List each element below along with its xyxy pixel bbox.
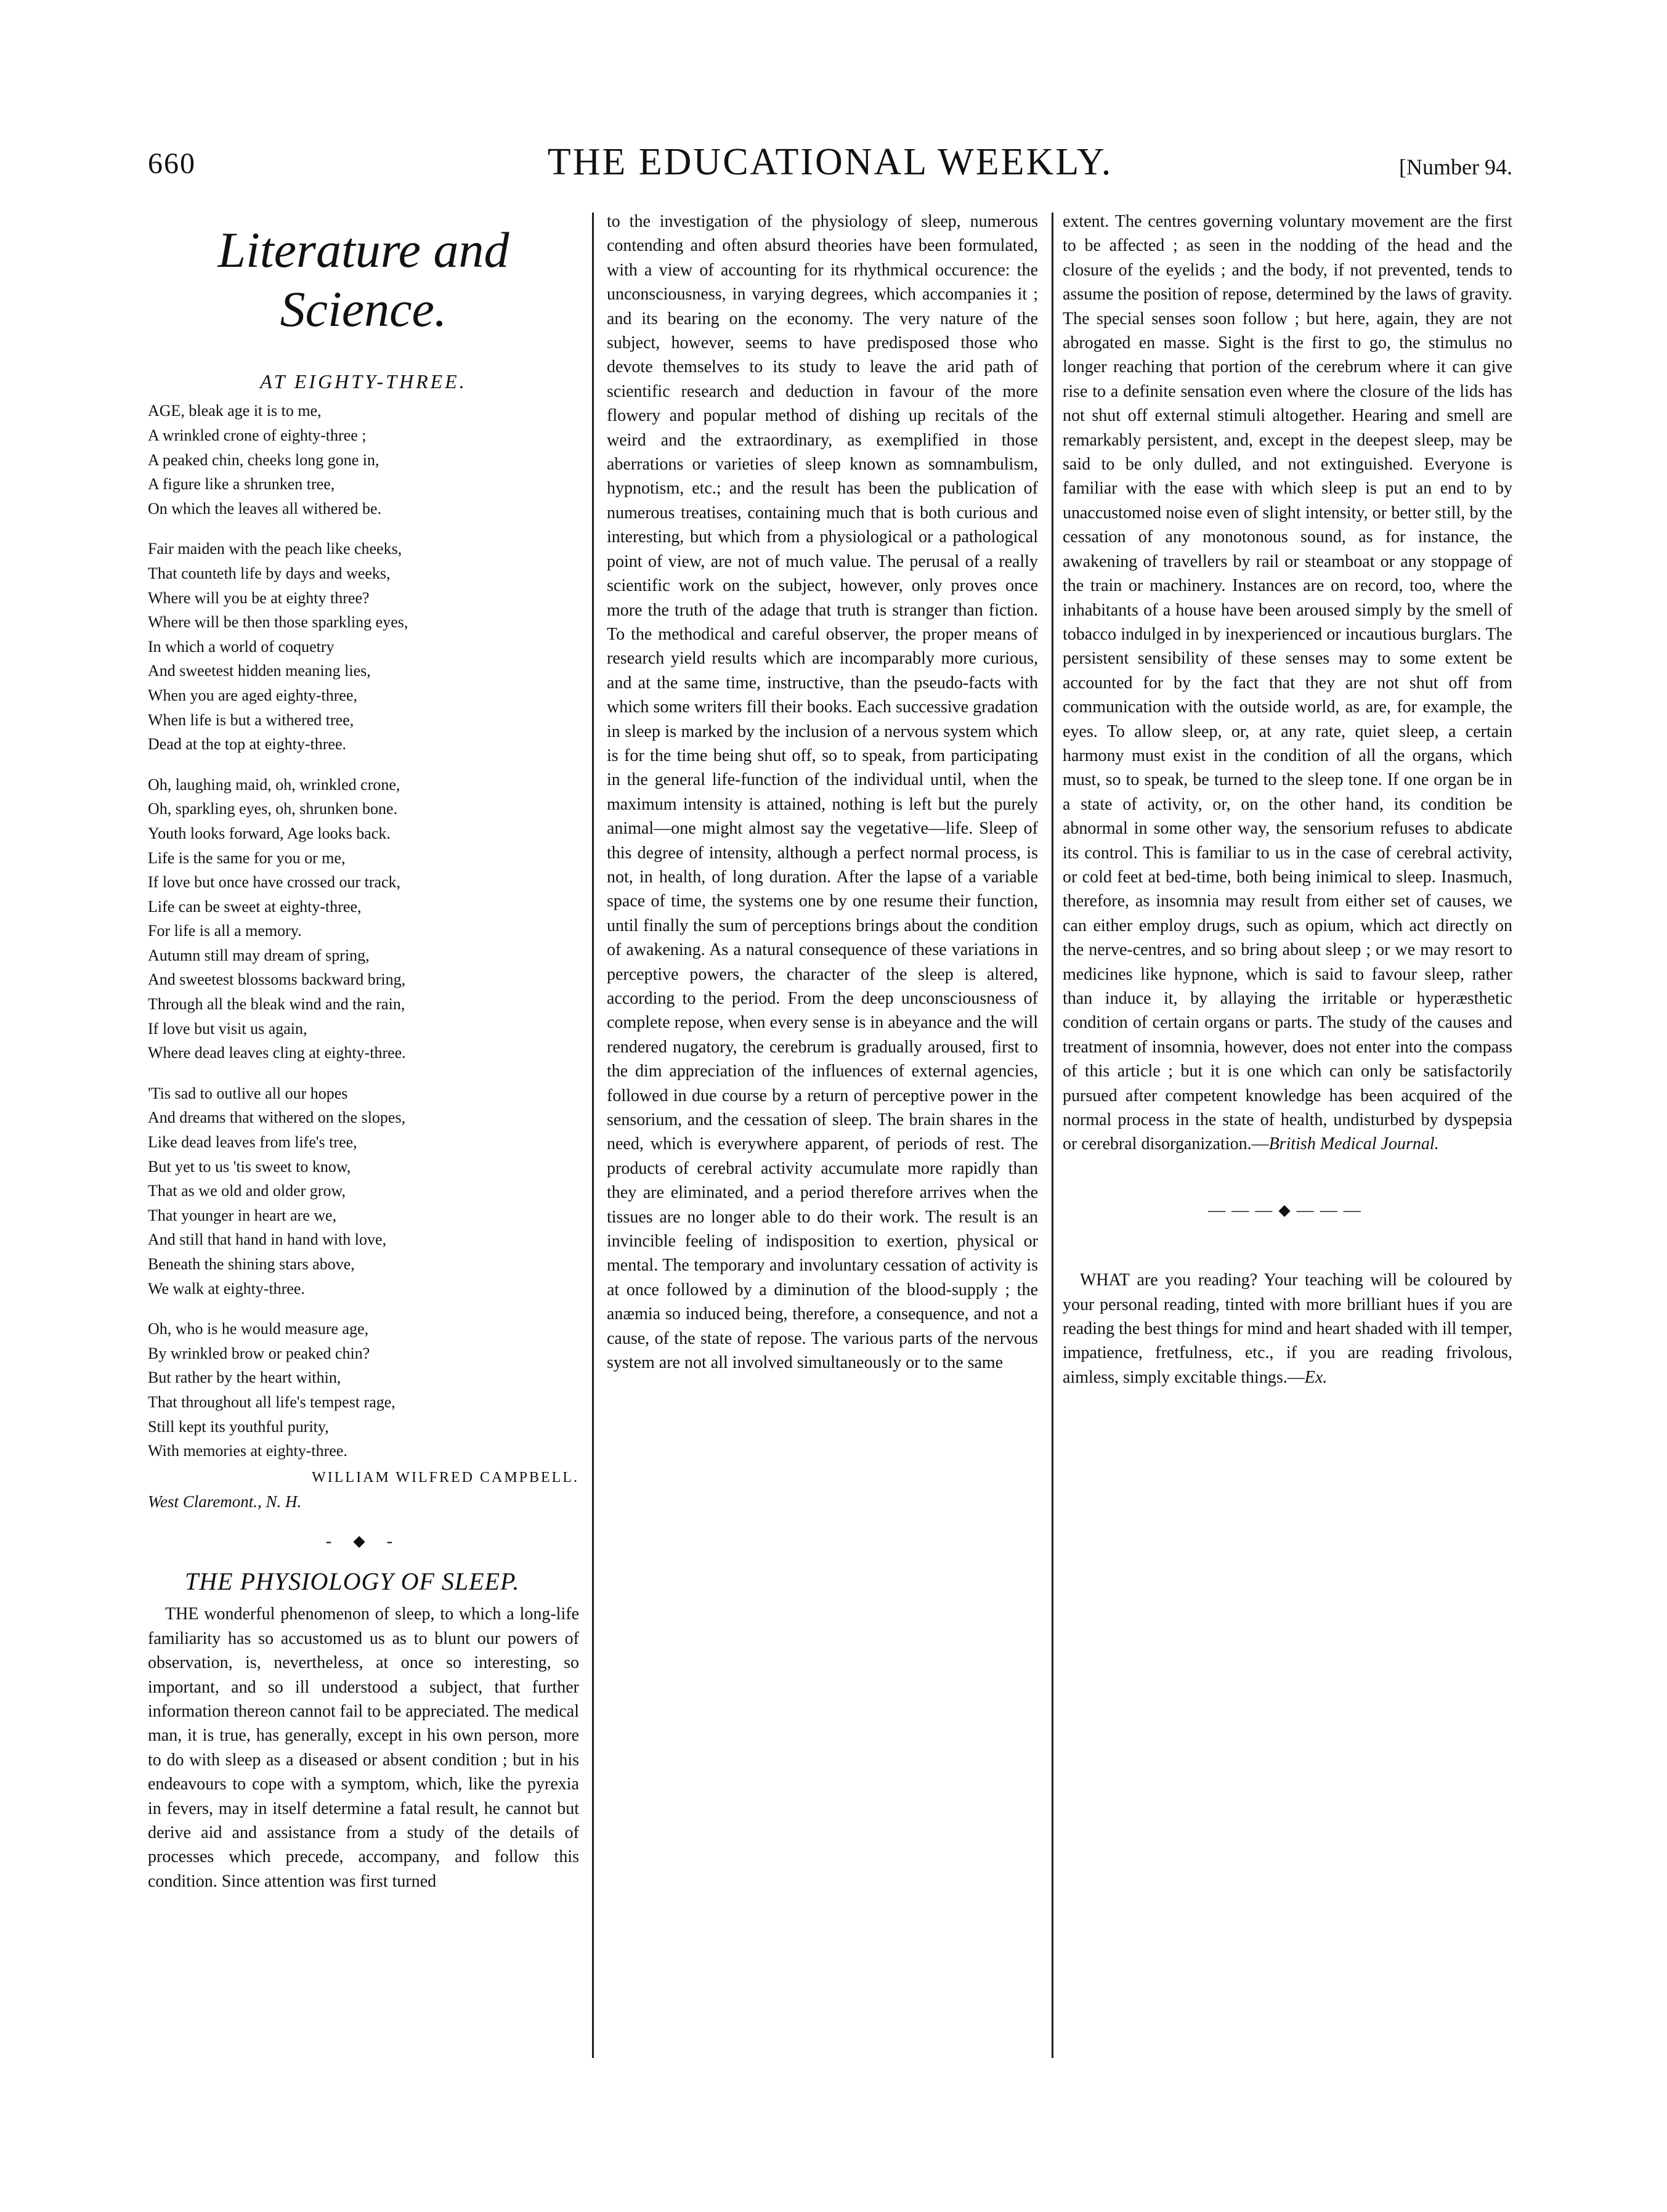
poem-line: And still that hand in hand with love, <box>148 1230 387 1249</box>
poem-line: And dreams that withered on the slopes, <box>148 1108 406 1127</box>
poem-place: West Claremont., N. H. <box>148 1492 302 1511</box>
poem-line: And sweetest blossoms backward bring, <box>148 970 406 989</box>
poem-title: AT EIGHTY-THREE. <box>260 370 467 392</box>
poem-signature: WILLIAM WILFRED CAMPBELL. <box>312 1469 579 1486</box>
column-3 <box>1063 209 1512 1389</box>
poem-line: Where will be then those sparkling eyes, <box>148 613 408 632</box>
ornament-divider: ———⬥——— <box>1208 1200 1367 1220</box>
article-paragraph <box>148 1602 579 1893</box>
poem-stanza-5 <box>148 1317 579 1463</box>
note-source: Ex. <box>1304 1367 1328 1387</box>
page-header <box>148 140 1512 196</box>
article-text-end <box>1063 209 1512 1157</box>
column-rule-left <box>592 213 594 2058</box>
page-number: 660 <box>148 147 196 180</box>
poem-line: By wrinkled brow or peaked chin? <box>148 1344 370 1362</box>
poem-line: That as we old and older grow, <box>148 1182 346 1200</box>
poem-line: A peaked chin, cheeks long gone in, <box>148 450 379 469</box>
poem-line: 'Tis sad to outlive all our hopes <box>148 1084 348 1102</box>
poem-line: That younger in heart are we, <box>148 1206 337 1224</box>
poem-line: On which the leaves all withered be. <box>148 499 382 518</box>
article-text-continued: to the investigation of the physiology of sleep, numerous contending and often absurd theories have been formulated, with a view of accounting for its rhythmical occurence: the unconsciousness, in varying degrees, which accompanies it ; and its bearing on the economy. The very nature of the subject, however, seems to have predisposed those who devote themselves to its study to leave the arid path of scientific research and deduction in favour of the more flowery and popular method of dishing up recitals of the weird and the extraordinary, as exemplified in those aberrations or varieties of sleep known as somnambulism, hypnotism, etc.; and the result has been the publication of numerous treatises, containing much that is both curious and interesting, but which from a physiological or a pathological point of view, are not of much value. The perusal of a really scientific work on the subject, however, only proves once more the truth of the adage that truth is stranger than fiction. To the methodical and careful observer, the proper means of research yield results which are incomparably more curious, and at the same time, instructive, than the pseudo-facts with which some writers fill their books. Each successive gradation in sleep is marked by the inclusion of a nervous system which is for the time being shut off, so to speak, from participating in the general life-function of the individual until, when the maximum intensity is attained, nothing is left but the purely animal—one might almost say the vegetative—life. Sleep of this degree of intensity, although a perfect normal process, is not, in health, of long duration. After the lapse of a variable space of time, the systems one by one resume their function, until finally the sum of perceptions brings about the condition of awakening. As a natural consequence of these variations in perceptive powers, the character of the sleep is altered, according to the period. From the deep unconsciousness of complete repose, when every sense is in abeyance and the will rendered nugatory, the cerebrum is gradually aroused, first to the dim appreciation of the influences of external agencies, followed in due course by a return of perceptive power in the sensorium, and the cessation of sleep. The brain shares in the need, which is everywhere apparent, of periods of rest. The products of cerebral activity accumulate more rapidly than they are eliminated, and a period therefore arrives when the tissues are no longer able to do their work. The result is an invincible feeling of indisposition to exertion, physical or mental. The temporary and involuntary cessation of activity is at once followed by a diminution of the blood-supply ; the anæmia so induced being, therefore, a consequence, and not a cause, of the state of repose. The various parts of the nervous system are not all involved simultaneously or to the same <box>607 212 1038 1373</box>
poem-line: If love but once have crossed our track, <box>148 873 401 892</box>
poem-line: Oh, laughing maid, oh, wrinkled crone, <box>148 775 400 794</box>
poem-line: A wrinkled crone of eighty-three ; <box>148 426 367 444</box>
article-text: extent. The centres governing voluntary movement are the first to be affected ; as seen in the nodding of the head and the closure of the eyelids ; and the body, if not prevented, tends to assume the position of repose, determined by the laws of gravity. The special senses soon follow ; but here, again, they are not abrogated en masse. Sight is the first to go, the stimulus no longer reaching that portion of the cerebrum where it can give rise to a definite sensation even where the closure of the lids has not shut off external stimuli altogether. Hearing and smell are remarkably persistent, and, except in the deepest sleep, may be said to be only dulled, and not extinguished. Everyone is familiar with the ease with which sleep is put an end to by unaccustomed noise even of slight intensity, or better still, by the cessation of any monotonous sound, as for instance, the awakening of travellers by rail or steamboat or any stoppage of the train or machinery. Instances are on record, too, where the inhabitants of a house have been aroused simply by the smell of tobacco indulged in by inexperienced or incautious burglars. The persistent sensibility of these senses may to some extent be accounted for by the fact that they are not shut off from communication with the outside world, as are, for example, the eyes. To allow sleep, or, at any rate, quiet sleep, a certain harmony must exist in the condition of all the organs, which must, so to speak, be turned to the sleep tone. If one organ be in a state of activity, or, on the other hand, its condition be abnormal in some other way, the sensorium refuses to abdicate its control. This is familiar to us in the case of cerebral activity, or cold feet at bed-time, both being inimical to sleep. Inasmuch, therefore, as insomnia may result from either set of causes, we can either employ drugs, such as opium, which act directly on the nerve-centres, and so bring about sleep ; or we may resort to medicines like hypnone, which is said to favour sleep, rather than induce it, by allaying the irritable or hyperæsthetic condition of certain organs or parts. The study of the causes and treatment of insomnia, however, does not enter into the compass of this article ; but it is one which can only be satisfactorily pursued after competent knowledge has been acquired of the normal process in the state of health, undisturbed by dyspepsia or cerebral disorganization.— <box>1063 212 1512 1154</box>
column-1 <box>148 209 579 1893</box>
poem-line: When you are aged eighty-three, <box>148 686 358 704</box>
poem-line: Where will you be at eighty three? <box>148 588 370 607</box>
poem-line: A figure like a shrunken tree, <box>148 475 335 494</box>
poem-stanza-3 <box>148 773 579 1065</box>
section-title: Literature and Science. <box>217 222 509 337</box>
poem-line: That throughout all life's tempest rage, <box>148 1393 395 1411</box>
poem-line: Fair maiden with the peach like cheeks, <box>148 540 402 558</box>
poem-line: AGE, bleak age it is to me, <box>148 402 322 420</box>
poem-line: But yet to us 'tis sweet to know, <box>148 1157 351 1176</box>
poem-line: If love but visit us again, <box>148 1019 307 1038</box>
poem-line: Like dead leaves from life's tree, <box>148 1133 357 1152</box>
poem-line: Through all the bleak wind and the rain, <box>148 995 405 1014</box>
note-paragraph <box>1063 1268 1512 1389</box>
poem-line: In which a world of coquetry <box>148 637 335 656</box>
poem-line: Life can be sweet at eighty-three, <box>148 897 362 916</box>
poem-line: When life is but a withered tree, <box>148 710 354 729</box>
poem-line: And sweetest hidden meaning lies, <box>148 662 371 680</box>
poem-line: Life is the same for you or me, <box>148 848 346 867</box>
poem-line: But rather by the heart within, <box>148 1368 341 1387</box>
poem-line: Oh, who is he would measure age, <box>148 1320 369 1338</box>
ornament-divider: - ⬥ - <box>325 1531 402 1551</box>
poem-line: Oh, sparkling eyes, oh, shrunken bone. <box>148 800 398 818</box>
poem-line: Beneath the shining stars above, <box>148 1255 355 1273</box>
poem-line: Autumn still may dream of spring, <box>148 946 370 964</box>
column-rule-right <box>1052 213 1053 2058</box>
poem-stanza-2 <box>148 537 579 756</box>
poem-stanza-4 <box>148 1081 579 1301</box>
poem-line: That counteth life by days and weeks, <box>148 564 391 582</box>
poem-line: We walk at eighty-three. <box>148 1279 305 1298</box>
poem-line: Where dead leaves cling at eighty-three. <box>148 1044 406 1062</box>
article-source: British Medical Journal. <box>1268 1134 1439 1154</box>
poem-line: Still kept its youthful purity, <box>148 1417 329 1436</box>
issue-number: [Number 94. <box>1399 155 1512 179</box>
column-2 <box>607 209 1038 1375</box>
poem-stanza-1 <box>148 399 579 521</box>
article-title: THE PHYSIOLOGY OF SLEEP. <box>185 1567 520 1595</box>
dropcap-word: WHAT <box>1080 1271 1130 1290</box>
masthead-title: THE EDUCATIONAL WEEKLY. <box>547 141 1113 183</box>
dropcap-word: THE <box>165 1604 199 1624</box>
article-text: wonderful phenomenon of sleep, to which a long-life familiarity has so accustomed us as to blunt our powers of observation, is, nevertheless, at once so interesting, so important, and so ill understood a subject, that further information thereon cannot fail to be appreciated. The medical man, it is true, has generally, except in his own person, more to do with sleep as a diseased or absent condition ; but in his endeavours to cope with a symptom, which, like the pyrexia in fevers, may in itself determine a fatal result, he cannot but derive aid and assistance from a study of the details of processes which precede, accompany, and follow this condition. Since attention was first turned <box>148 1604 579 1891</box>
poem-line: For life is all a memory. <box>148 922 302 940</box>
poem-line: Dead at the top at eighty-three. <box>148 735 346 754</box>
note-text: are you reading? Your teaching will be coloured by your personal reading, tinted with more brilliant hues if you are reading the best things for mind and heart shaded with ill temper, impatience, fretfulness, etc., if you are reading frivolous, aimless, simply excitable things.— <box>1063 1271 1512 1387</box>
poem-line: With memories at eighty-three. <box>148 1442 347 1460</box>
poem-line: Youth looks forward, Age looks back. <box>148 824 391 842</box>
